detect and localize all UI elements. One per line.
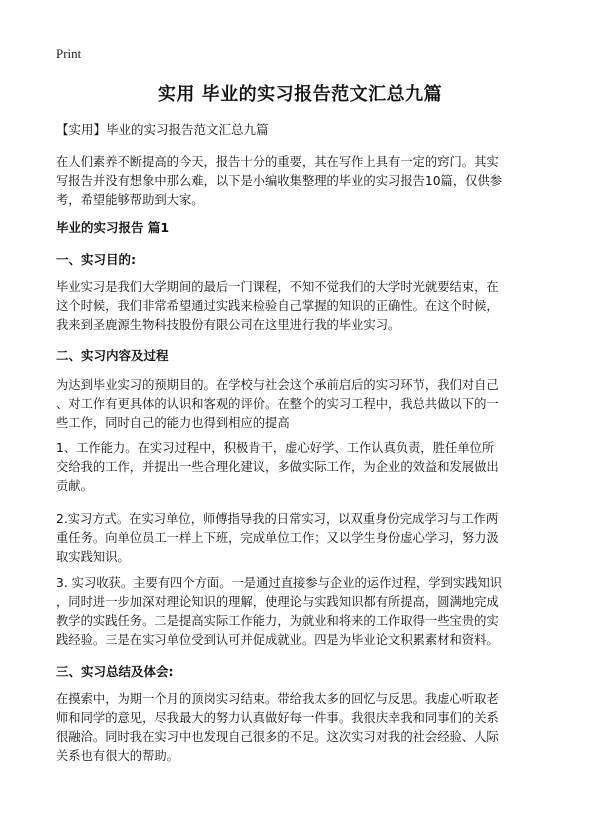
paragraph-line: 1、工作能力。在实习过程中，积极肯干，虚心好学、工作认真负责，胜任单位所	[56, 441, 495, 455]
section-heading-content: 二、实习内容及过程	[56, 348, 169, 363]
section-heading-purpose: 一、实习目的:	[56, 252, 136, 267]
paragraph-line: 关系也有很大的帮助。	[56, 749, 179, 763]
section-purpose-paragraph	[56, 278, 546, 335]
paragraph-line: 交给我的工作，并提出一些合理化建议，多做实际工作，为企业的效益和发展做出	[56, 460, 499, 474]
paragraph-line: 、对工作有更具体的认识和客观的评价。在整个的实习工程中，我总共做以下的一	[56, 397, 499, 411]
paragraph-line: 在摸索中，为期一个月的顶岗实习结束。带给我太多的回忆与反思。我虚心听取老	[56, 692, 499, 706]
content-item-1	[56, 439, 546, 496]
document-subtitle: 【实用】毕业的实习报告范文汇总九篇	[56, 122, 269, 137]
content-item-3	[56, 574, 546, 650]
content-item-2	[56, 510, 546, 567]
intro-line: 在人们素养不断提高的今天，报告十分的重要，其在写作上具有一定的窍门。其实	[56, 155, 499, 169]
intro-line: 考，希望能够帮助到大家。	[56, 193, 204, 207]
intro-line: 写报告并没有想象中那么难，以下是小编收集整理的毕业的实习报告10篇，仅供参	[56, 174, 503, 188]
paragraph-line: 毕业实习是我们大学期间的最后一门课程，不知不觉我们的大学时光就要结束，在	[56, 280, 499, 294]
paragraph-line: ，同时进一步加深对理论知识的理解，使理论与实践知识都有所提高，圆满地完成	[56, 595, 499, 609]
paragraph-line: 很融洽。同时我在实习中也发现自己很多的不足。这次实习对我的社会经验、人际	[56, 730, 499, 744]
paragraph-line: 重任务。向单位员工一样上下班，完成单位工作；又以学生身份虚心学习，努力汲	[56, 531, 499, 545]
paragraph-line: 2.实习方式。在实习单位，师傅指导我的日常实习，以双重身份完成学习与工作两	[56, 512, 499, 526]
intro-paragraph	[56, 153, 546, 210]
print-link[interactable]: Print	[56, 46, 82, 61]
paragraph-line: 我来到圣鹿源生物科技股份有限公司在这里进行我的毕业实习。	[56, 318, 401, 332]
section-summary-paragraph	[56, 690, 546, 766]
section-content-intro	[56, 376, 546, 433]
paragraph-line: 3. 实习收获。主要有四个方面。一是通过直接参与企业的运作过程，学到实践知识	[56, 576, 503, 590]
document-title: 实用 毕业的实习报告范文汇总九篇	[157, 84, 443, 105]
paragraph-line: 这个时候，我们非常希望通过实践来检验自己掌握的知识的正确性。在这个时候，	[56, 299, 499, 313]
section-heading-summary: 三、实习总结及体会:	[56, 664, 174, 679]
paragraph-line: 教学的实践任务。二是提高实际工作能力，为就业和将来的工作取得一些宝贵的实	[56, 614, 499, 628]
paragraph-line: 贡献。	[56, 479, 93, 493]
paragraph-line: 为达到毕业实习的预期目的。在学校与社会这个承前启后的实习环节，我们对自己	[56, 378, 499, 392]
article-title: 毕业的实习报告 篇1	[56, 220, 170, 235]
paragraph-line: 些工作，同时自己的能力也得到相应的提高	[56, 416, 290, 430]
paragraph-line: 取实践知识。	[56, 550, 130, 564]
paragraph-line: 践经验。三是在实习单位受到认可并促成就业。四是为毕业论文积累素材和资料。	[56, 633, 499, 647]
paragraph-line: 师和同学的意见，尽我最大的努力认真做好每一件事。我很庆幸我和同事们的关系	[56, 711, 499, 725]
